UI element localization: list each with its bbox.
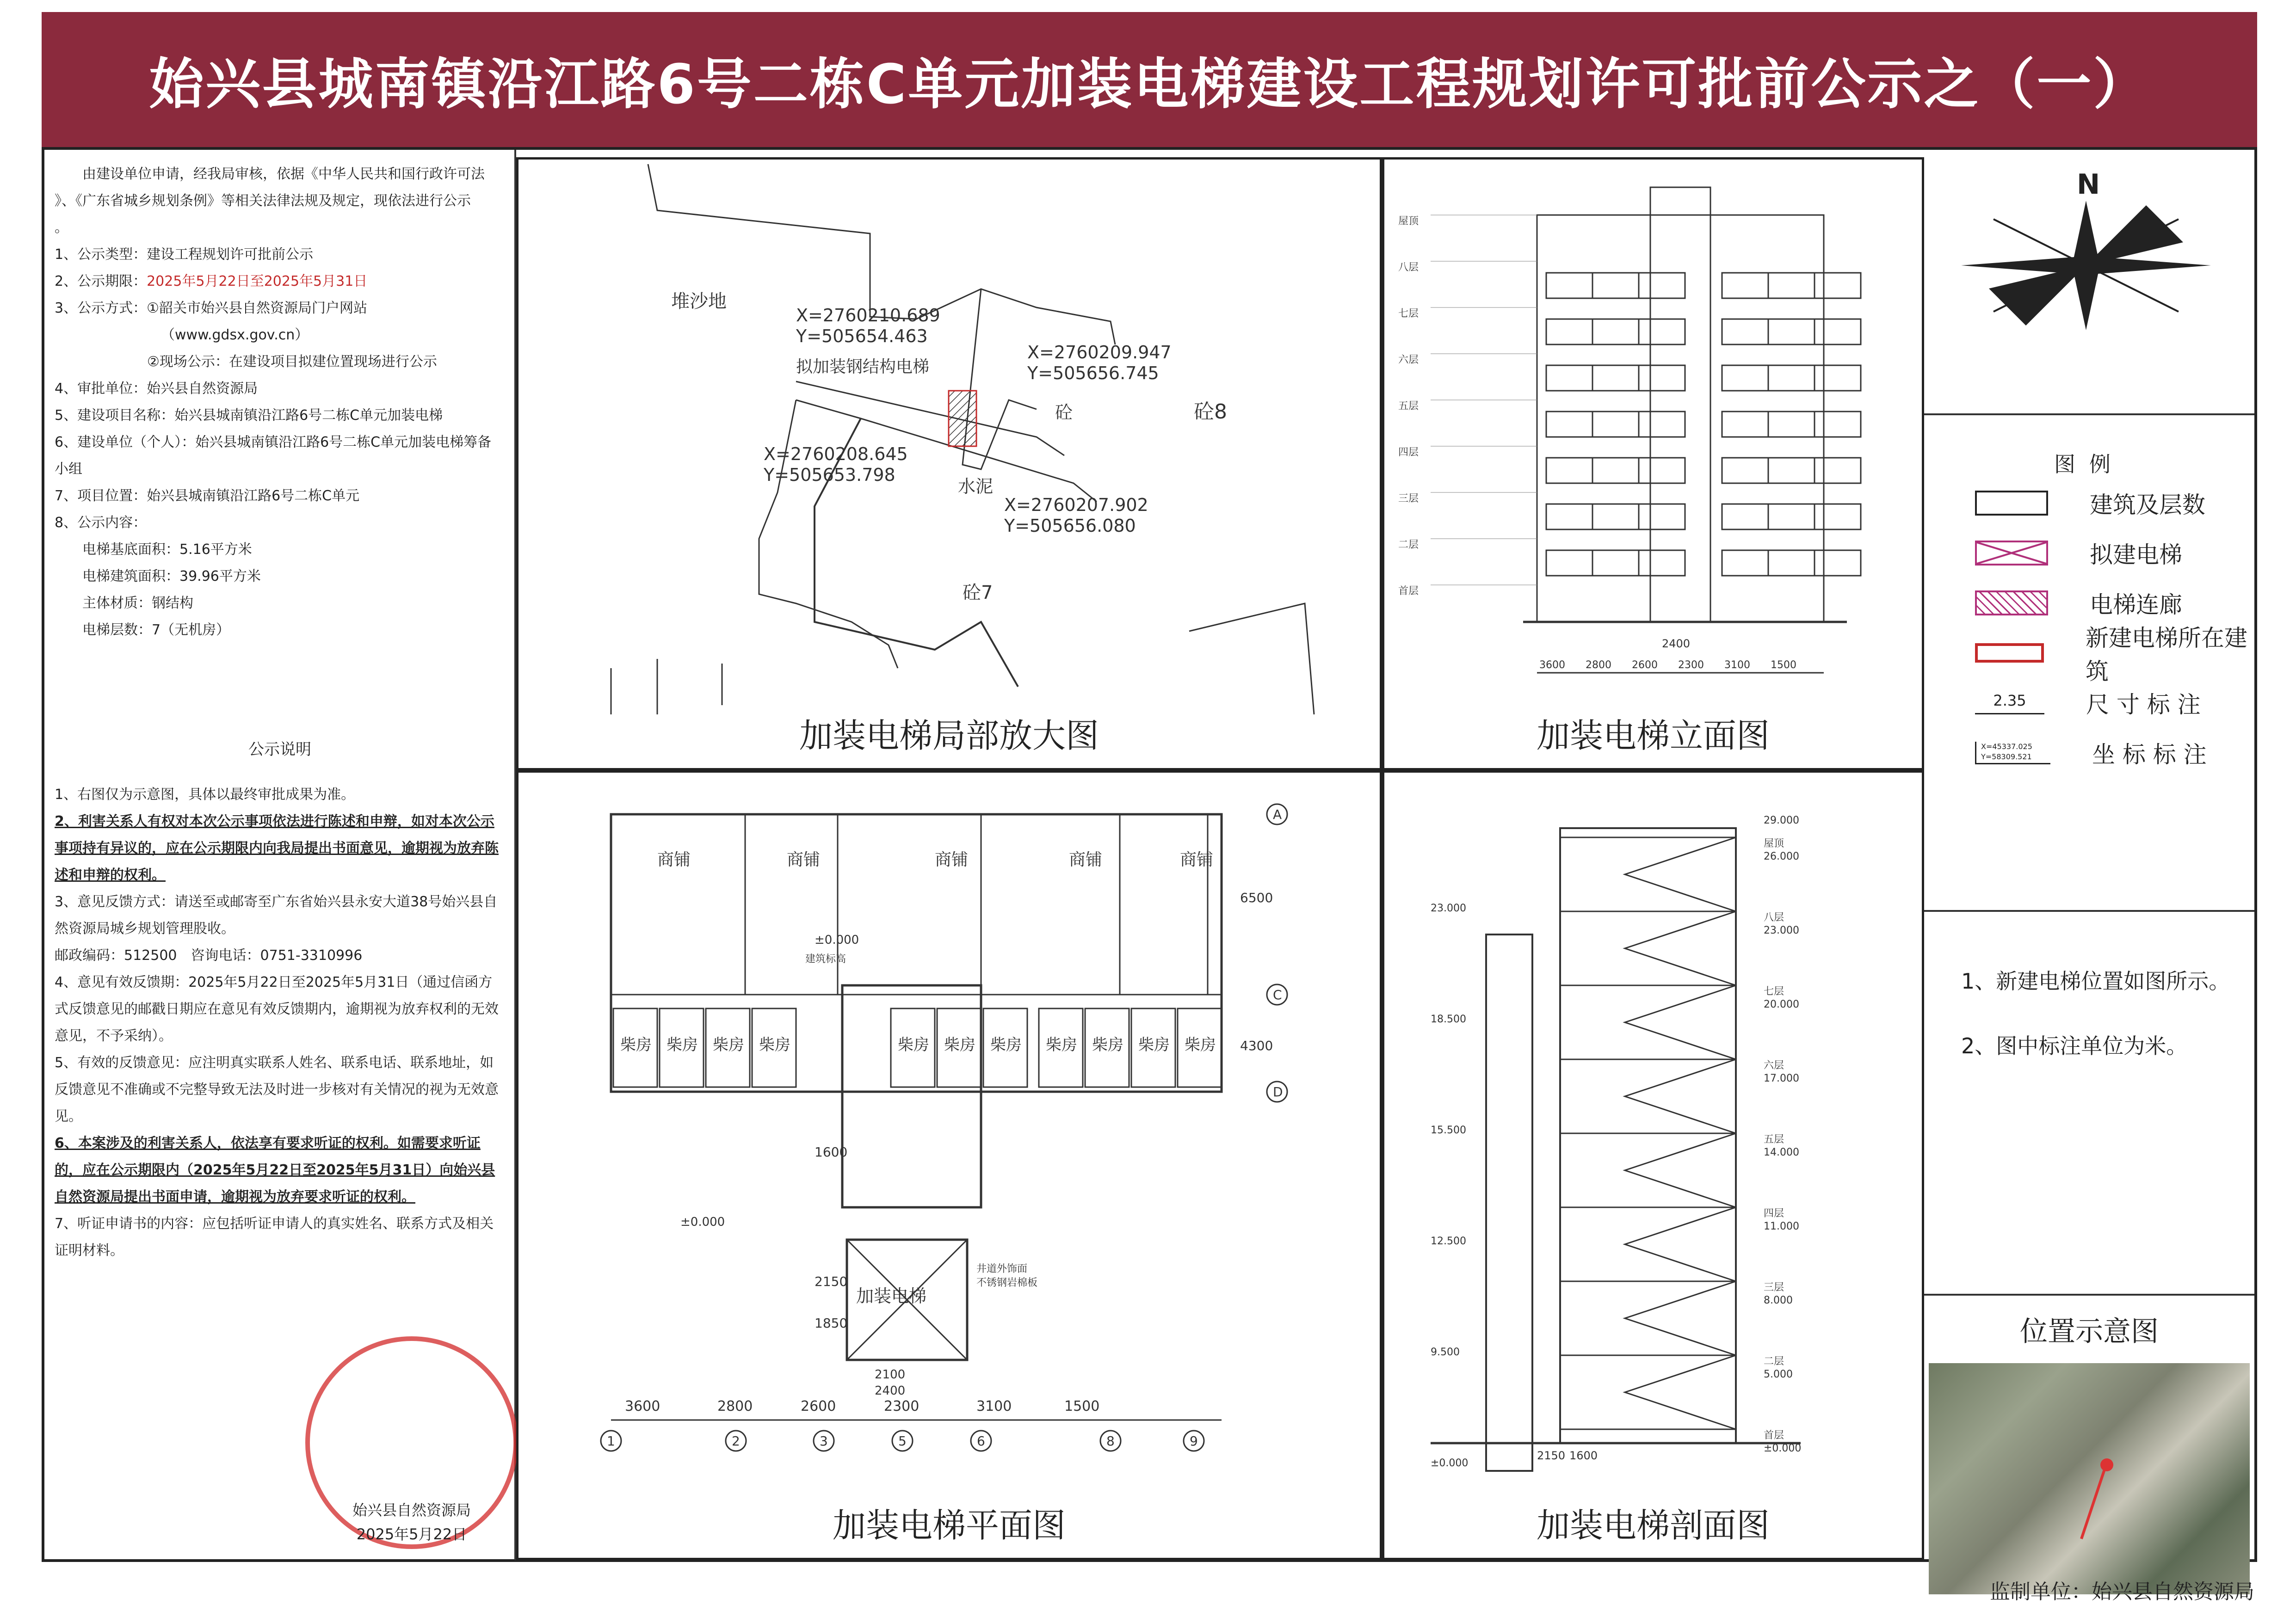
section-floor-label: 三层 <box>1764 1282 1784 1293</box>
legend-label: 拟建电梯 <box>2090 541 2182 568</box>
notes-title: 公示说明 <box>248 740 311 759</box>
section-level-label: 26.000 <box>1764 851 1799 862</box>
section-floor-label: 四层 <box>1764 1208 1784 1219</box>
section-panel <box>1382 770 1924 1560</box>
plan-axis-label: 8 <box>1106 1433 1115 1449</box>
plan-vdim: 1600 <box>815 1144 848 1160</box>
note-2: 2、利害关系人有权对本次公示事项依法进行陈述和申辩，如对本次公示事项持有异议的，应在公示期限内向我局提出书面意见，逾期视为放弃陈述和申辩的权利。 <box>55 813 499 883</box>
item-1: 1、公示类型：建设工程规划许可批前公示 <box>55 246 314 263</box>
site-caption: 加装电梯局部放大图 <box>799 716 1099 755</box>
right-notes-box <box>1924 912 2254 1296</box>
plan-caption: 加装电梯平面图 <box>832 1506 1066 1545</box>
legend-building <box>1924 478 2254 528</box>
note-7: 7、听证申请书的内容：应包括听证申请人的真实姓名、联系方式及相关证明材料。 <box>55 1216 494 1259</box>
plan-vdim: 6500 <box>1240 890 1273 905</box>
plan-elevator-label: 加装电梯 <box>856 1286 927 1306</box>
plan-axis-label: 6 <box>977 1433 985 1449</box>
page-title: 始兴县城南镇沿江路6号二栋C单元加装电梯建设工程规划许可批前公示之（一） <box>149 52 2150 116</box>
elevation-floor-label: 三层 <box>1398 493 1419 504</box>
building-symbol-icon <box>1975 491 2048 516</box>
section-floor-label: 首层 <box>1764 1430 1784 1441</box>
section-floor-label: 七层 <box>1764 986 1784 997</box>
legend-title: 图例 <box>2054 452 2124 477</box>
coordinate-symbol-icon <box>1975 742 2050 764</box>
note-3-contact: 邮政编码：512500 咨询电话：0751-3310996 <box>55 947 363 964</box>
elevation-floor-label: 四层 <box>1398 447 1419 458</box>
north-arrow-icon <box>1924 150 2248 409</box>
plan-axis-label: 3 <box>820 1433 828 1449</box>
elevation-dim: 2600 <box>1632 659 1658 671</box>
intro-line: 由建设单位申请，经我局审核，依据《中华人民共和国行政许可法 <box>82 166 485 182</box>
section-stair <box>1625 837 1736 911</box>
coord-1-x: X=2760210.689 <box>796 305 940 326</box>
section-left-level: 15.500 <box>1431 1125 1466 1136</box>
site-plan-drawing <box>518 160 1380 768</box>
elevation-caption: 加装电梯立面图 <box>1536 716 1770 755</box>
plan-dim: 2300 <box>884 1398 920 1414</box>
title-banner <box>42 12 2257 147</box>
plan-axis-label: 9 <box>1190 1433 1198 1449</box>
legend-coord-x: X=45337.025 <box>1981 742 2032 751</box>
section-level-label: 8.000 <box>1764 1295 1793 1306</box>
item-3: 3、公示方式：①韶关市始兴县自然资源局门户网站 <box>55 300 367 316</box>
north-label: N <box>2077 168 2100 201</box>
elevation-floor-label: 六层 <box>1398 354 1419 366</box>
plan-shed-label: 柴房 <box>713 1036 744 1054</box>
corridor-symbol-icon <box>1975 590 2048 615</box>
section-floor-label: 屋顶 <box>1764 838 1784 849</box>
elevation-floor-label: 五层 <box>1398 400 1419 412</box>
section-level-label: 11.000 <box>1764 1221 1799 1232</box>
section-floor-label: 二层 <box>1764 1356 1784 1367</box>
legend-new-building <box>1924 625 2254 685</box>
plan-shed-label: 柴房 <box>1185 1036 1216 1054</box>
legend-label: 坐 标 标 注 <box>2092 741 2207 768</box>
elevation-dim: 2800 <box>1586 659 1611 671</box>
item-6: 6、建设单位（个人）：始兴县城南镇沿江路6号二栋C单元加装电梯筹备 <box>55 434 492 450</box>
compiled-by: 监制单位：始兴县自然资源局 <box>1990 1580 2254 1604</box>
building-7-label: 砼7 <box>963 582 993 603</box>
note-6: 6、本案涉及的利害关系人，依法享有要求听证的权利。如需要求听证的，应在公示期限内（2025年5月22日至2025年5月31日）向始兴县自然资源局提出书面申请，逾期视为放弃要求听证的权利。 <box>55 1135 495 1205</box>
plan-axis-label: 1 <box>607 1433 615 1449</box>
elevation-floor-label: 首层 <box>1398 585 1419 597</box>
section-stair <box>1625 985 1736 1059</box>
right-note-1: 1、新建电梯位置如图所示。 <box>1961 969 2230 994</box>
elevator-label: 拟加装钢结构电梯 <box>796 357 930 376</box>
item-5: 5、建设项目名称：始兴县城南镇沿江路6号二栋C单元加装电梯 <box>55 407 443 424</box>
item-7: 7、项目位置：始兴县城南镇沿江路6号二栋C单元 <box>55 488 360 504</box>
cement-label: 水泥 <box>958 476 994 497</box>
section-level-label: ±0.000 <box>1764 1443 1802 1454</box>
location-box <box>1924 1309 2254 1594</box>
intro-line: 》、《广东省城乡规划条例》等相关法律法规及规定，现依法进行公示 <box>55 193 471 209</box>
item-3-onsite: ②现场公示：在建设项目拟建位置现场进行公示 <box>147 354 437 370</box>
concrete-label: 砼 <box>1055 402 1073 423</box>
plan-vdim: 2150 <box>815 1274 848 1289</box>
plan-vdim: 4300 <box>1240 1038 1273 1053</box>
section-w2: 1600 <box>1569 1449 1598 1462</box>
seal-caption <box>305 1498 518 1546</box>
coord-2-y: Y=505656.745 <box>1027 363 1159 383</box>
section-floor-label: 八层 <box>1764 912 1784 923</box>
elevator-symbol-icon <box>1975 541 2048 566</box>
location-map-image <box>1929 1363 2250 1594</box>
section-stair <box>1625 1281 1736 1355</box>
section-w: 2150 <box>1537 1449 1566 1462</box>
item-3-website[interactable]: （www.gdsx.gov.cn） <box>161 327 309 343</box>
section-level-label: 17.000 <box>1764 1073 1799 1084</box>
dimension-symbol-icon: 2.35 <box>1975 692 2044 714</box>
sand-label: 堆沙地 <box>671 291 727 312</box>
item-2: 2、公示期限：2025年5月22日至2025年5月31日 <box>55 273 368 289</box>
plan-dim: 1500 <box>1064 1398 1100 1414</box>
legend-elevator <box>1924 528 2254 578</box>
legend-label: 尺 寸 标 注 <box>2086 691 2201 718</box>
item-6-cont: 小组 <box>55 461 82 477</box>
coord-3-x: X=2760208.645 <box>764 444 908 464</box>
legend-coord-y: Y=58309.521 <box>1981 752 2032 761</box>
seal-date: 2025年5月22日 <box>356 1525 467 1543</box>
section-left-level: ±0.000 <box>1431 1457 1469 1469</box>
plan-shop-label: 商铺 <box>1180 850 1214 869</box>
legend-column <box>1924 150 2254 1560</box>
plan-shed-label: 柴房 <box>944 1036 975 1054</box>
note-1: 1、右图仅为示意图，具体以最终审批成果为准。 <box>55 787 355 803</box>
plan-dim: 2800 <box>717 1398 753 1414</box>
elevation-floor-label: 屋顶 <box>1398 215 1419 227</box>
legend-label: 电梯连廊 <box>2090 591 2182 618</box>
section-stair <box>1625 911 1736 985</box>
plan-drawing <box>518 773 1380 1558</box>
plan-shed-label: 柴房 <box>759 1036 790 1054</box>
plan-shed-label: 柴房 <box>898 1036 929 1054</box>
plan-level: ±0.000 <box>815 933 859 947</box>
plan-shed-label: 柴房 <box>1092 1036 1123 1054</box>
plan-ground-level: ±0.000 <box>680 1215 725 1229</box>
plan-shop-label: 商铺 <box>787 850 821 869</box>
plan-dim: 3100 <box>976 1398 1012 1414</box>
coord-1-y: Y=505654.463 <box>796 326 928 346</box>
item-4: 4、审批单位：始兴县自然资源局 <box>55 381 258 397</box>
plan-shed-label: 柴房 <box>990 1036 1022 1054</box>
plan-axis-label: 2 <box>732 1433 740 1449</box>
plan-note-2: 不锈钢岩棉板 <box>976 1277 1038 1289</box>
section-top-level: 29.000 <box>1764 815 1799 826</box>
plan-shed-label: 柴房 <box>667 1036 698 1054</box>
plan-shed-label: 柴房 <box>1046 1036 1077 1054</box>
north-arrow-box <box>1924 150 2254 415</box>
content-floor-area: 电梯建筑面积：39.96平方米 <box>82 568 261 584</box>
coord-3-y: Y=505653.798 <box>764 465 895 485</box>
site-enlargement-panel <box>516 157 1382 770</box>
building-8-label: 砼8 <box>1194 400 1227 424</box>
legend-box <box>1924 448 2254 912</box>
section-caption: 加装电梯剖面图 <box>1536 1506 1770 1545</box>
plan-dim: 3600 <box>625 1398 660 1414</box>
section-left-level: 23.000 <box>1431 903 1466 914</box>
plan-row-axis-label: A <box>1273 807 1282 822</box>
right-note-2: 2、图中标注单位为米。 <box>1961 1033 2188 1058</box>
section-stair <box>1625 1355 1736 1429</box>
plan-panel <box>516 770 1382 1560</box>
intro-line: 。 <box>55 220 68 236</box>
elev-width-dim: 2400 <box>1662 637 1691 650</box>
section-drawing <box>1384 773 1922 1558</box>
content-material: 主体材质：钢结构 <box>82 595 193 611</box>
plan-vdim: 1850 <box>815 1316 848 1331</box>
section-left-level: 9.500 <box>1431 1346 1460 1358</box>
plan-shed-label: 柴房 <box>620 1036 652 1054</box>
section-level-label: 20.000 <box>1764 999 1799 1010</box>
seal-org: 始兴县自然资源局 <box>352 1501 471 1519</box>
elevation-drawing <box>1384 160 1922 768</box>
coord-4-x: X=2760207.902 <box>1004 495 1148 515</box>
legend-coordinate <box>1924 728 2254 778</box>
location-title: 位置示意图 <box>2020 1316 2159 1348</box>
section-left-level: 18.500 <box>1431 1014 1466 1025</box>
section-stair <box>1625 1207 1736 1281</box>
plan-w1: 2100 <box>875 1368 906 1382</box>
item-8: 8、公示内容： <box>55 515 147 531</box>
plan-row-axis-label: D <box>1273 1084 1283 1100</box>
plan-row-axis-label: C <box>1273 987 1282 1002</box>
section-floor-label: 六层 <box>1764 1060 1784 1071</box>
elevation-dim: 3100 <box>1724 659 1750 671</box>
section-stair <box>1625 1059 1736 1133</box>
legend-label: 建筑及层数 <box>2090 492 2205 518</box>
plan-level-label: 建筑标高 <box>805 953 846 965</box>
elevation-floor-label: 二层 <box>1398 539 1419 551</box>
elevation-panel <box>1382 157 1924 770</box>
plan-axis-label: 5 <box>898 1433 907 1449</box>
note-5: 5、有效的反馈意见：应注明真实联系人姓名、联系电话、联系地址，如反馈意见不准确或不完整导致无法及时进一步核对有关情况的视为无效意见。 <box>55 1055 499 1125</box>
plan-shop-label: 商铺 <box>1069 850 1103 869</box>
legend-label: 新建电梯所在建筑 <box>2085 625 2247 685</box>
note-3: 3、意见反馈方式：请送至或邮寄至广东省始兴县永安大道38号始兴县自然资源局城乡规划管理股收。 <box>55 894 498 937</box>
coord-2-x: X=2760209.947 <box>1027 342 1172 363</box>
section-left-level: 12.500 <box>1431 1236 1466 1247</box>
coord-4-y: Y=505656.080 <box>1004 516 1136 536</box>
content-floors: 电梯层数：7（无机房） <box>82 622 230 638</box>
section-level-label: 5.000 <box>1764 1369 1793 1380</box>
section-floor-label: 五层 <box>1764 1134 1784 1145</box>
plan-note-1: 井道外饰面 <box>976 1263 1028 1275</box>
section-stair <box>1625 1133 1736 1207</box>
elevation-floor-label: 七层 <box>1398 308 1419 320</box>
elevation-floor-label: 八层 <box>1398 262 1419 273</box>
plan-w2: 2400 <box>875 1384 906 1398</box>
section-level-label: 14.000 <box>1764 1147 1799 1158</box>
note-4: 4、意见有效反馈期：2025年5月22日至2025年5月31日（通过信函方式反馈意见的邮戳日期应在意见有效反馈期内，逾期视为放弃权利的无效意见，不予采纳）。 <box>55 974 499 1044</box>
plan-shed-label: 柴房 <box>1138 1036 1170 1054</box>
plan-dim: 2600 <box>801 1398 836 1414</box>
new-building-symbol-icon <box>1975 643 2044 663</box>
plan-shop-label: 商铺 <box>935 850 969 869</box>
elevation-dim: 2300 <box>1678 659 1704 671</box>
plan-shop-label: 商铺 <box>657 850 691 869</box>
section-level-label: 23.000 <box>1764 925 1799 936</box>
content-area: 电梯基底面积：5.16平方米 <box>82 541 252 558</box>
elevation-dim: 1500 <box>1771 659 1796 671</box>
elevation-dim: 3600 <box>1539 659 1565 671</box>
